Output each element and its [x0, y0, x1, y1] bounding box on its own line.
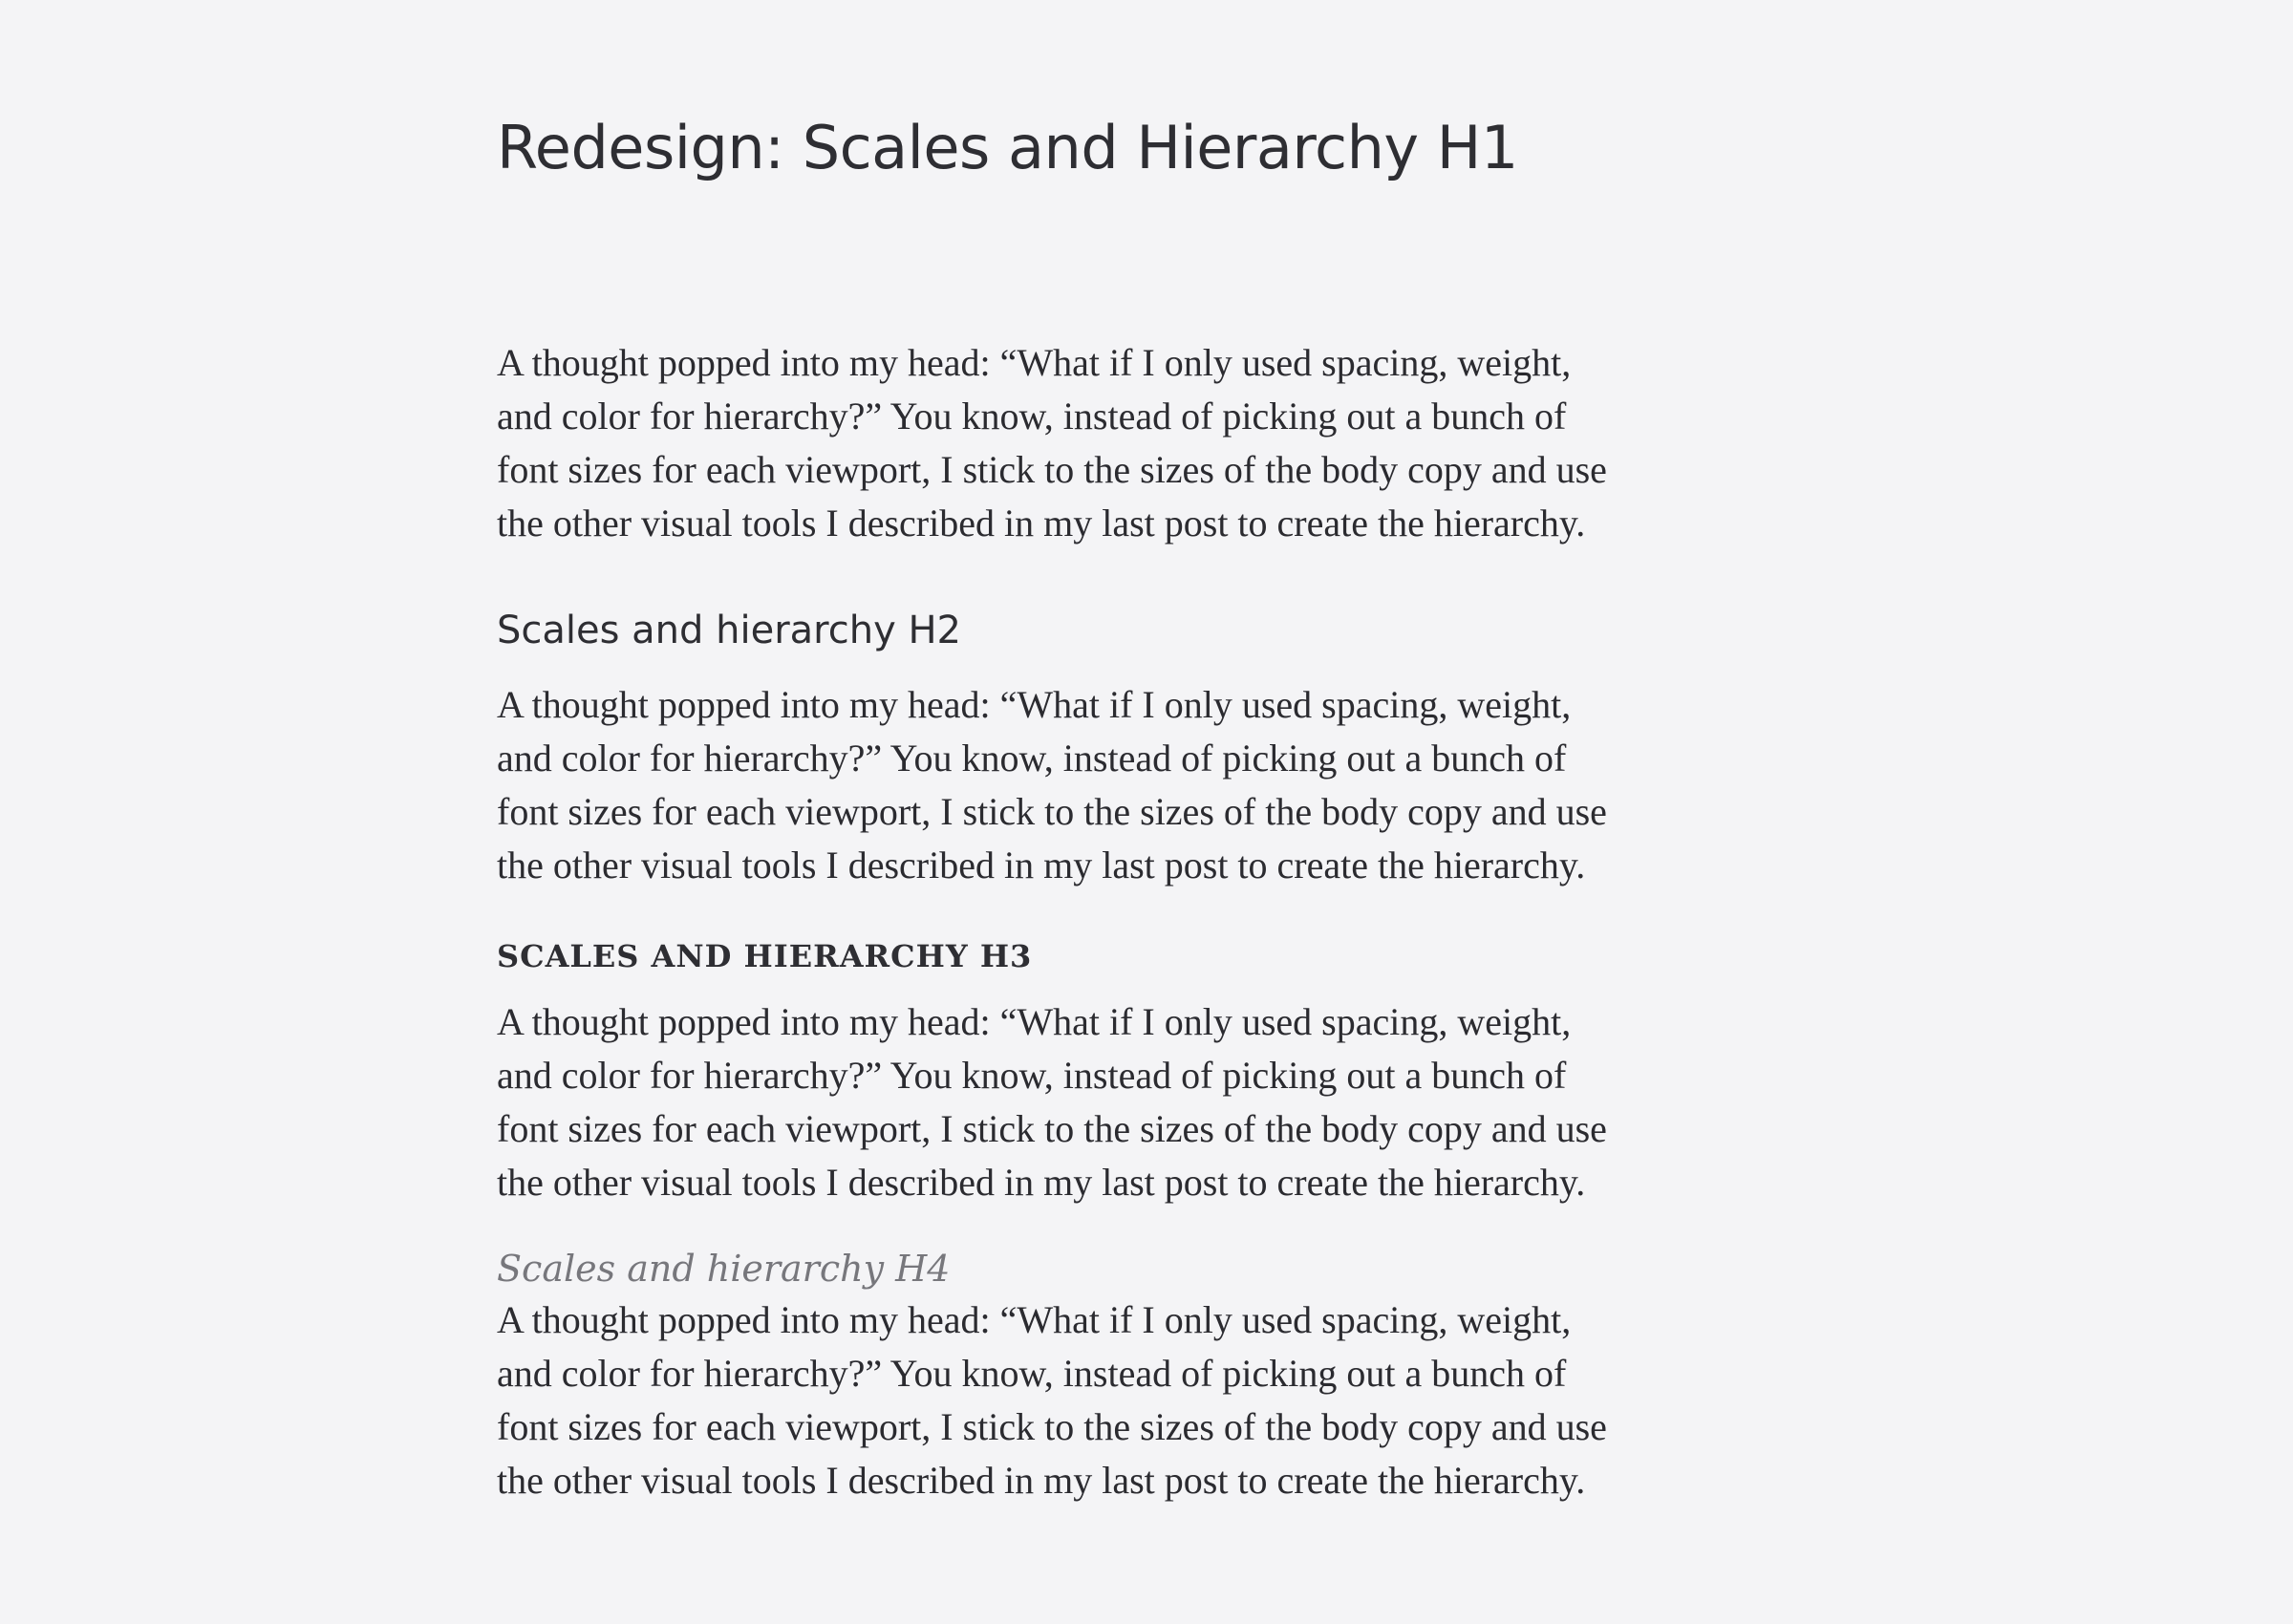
intro-paragraph	[497, 336, 1758, 550]
paragraph-line: the other visual tools I described in my last post to create the hierarchy.	[497, 844, 1586, 887]
heading-h2: Scales and hierarchy H2	[497, 609, 961, 652]
paragraph-line: and color for hierarchy?” You know, instead of picking out a bunch of	[497, 1352, 1567, 1395]
paragraph-line: and color for hierarchy?” You know, instead of picking out a bunch of	[497, 395, 1567, 438]
paragraph-line: A thought popped into my head: “What if I only used spacing, weight,	[497, 341, 1572, 384]
h3-paragraph	[497, 995, 1758, 1209]
paragraph-line: and color for hierarchy?” You know, instead of picking out a bunch of	[497, 1054, 1567, 1097]
paragraph-line: font sizes for each viewport, I stick to the sizes of the body copy and use	[497, 1405, 1607, 1448]
paragraph-line: A thought popped into my head: “What if I only used spacing, weight,	[497, 683, 1572, 726]
h4-paragraph	[497, 1293, 1758, 1507]
page-title: Redesign: Scales and Hierarchy H1	[497, 113, 1518, 182]
heading-h4: Scales and hierarchy H4	[497, 1248, 951, 1290]
paragraph-line: A thought popped into my head: “What if I only used spacing, weight,	[497, 1298, 1572, 1341]
paragraph-line: the other visual tools I described in my last post to create the hierarchy.	[497, 1161, 1586, 1204]
paragraph-line: A thought popped into my head: “What if I only used spacing, weight,	[497, 1000, 1572, 1043]
paragraph-line: and color for hierarchy?” You know, instead of picking out a bunch of	[497, 737, 1567, 780]
paragraph-line: font sizes for each viewport, I stick to the sizes of the body copy and use	[497, 448, 1607, 491]
paragraph-line: the other visual tools I described in my last post to create the hierarchy.	[497, 1459, 1586, 1502]
paragraph-line: font sizes for each viewport, I stick to the sizes of the body copy and use	[497, 1107, 1607, 1150]
paragraph-line: font sizes for each viewport, I stick to the sizes of the body copy and use	[497, 790, 1607, 833]
paragraph-line: the other visual tools I described in my last post to create the hierarchy.	[497, 502, 1586, 545]
heading-h3: SCALES AND HIERARCHY H3	[497, 938, 1033, 974]
h2-paragraph	[497, 678, 1758, 892]
